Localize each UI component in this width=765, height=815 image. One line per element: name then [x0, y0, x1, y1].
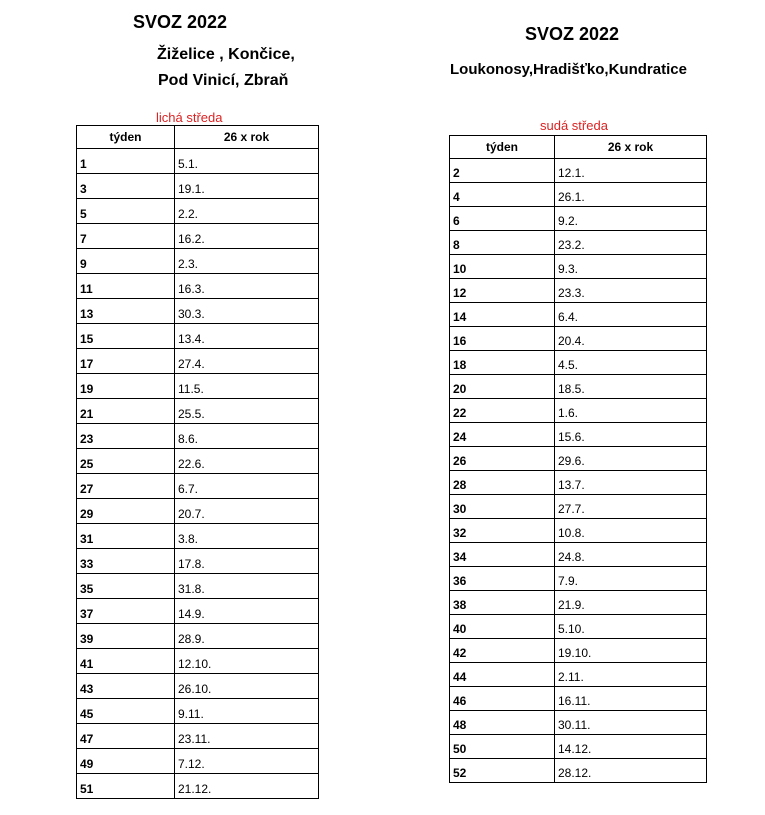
collection-date-cell: 14.9. [175, 599, 319, 624]
collection-date-cell: 21.9. [555, 591, 707, 615]
table-row [77, 649, 319, 674]
collection-date-cell: 22.6. [175, 449, 319, 474]
week-number-cell: 19 [77, 374, 175, 399]
week-number-cell: 42 [450, 639, 555, 663]
collection-date-cell: 13.7. [555, 471, 707, 495]
collection-date-cell: 6.4. [555, 303, 707, 327]
week-number-cell: 2 [450, 159, 555, 183]
week-number-cell: 31 [77, 524, 175, 549]
collection-date-cell: 28.9. [175, 624, 319, 649]
table-row [450, 159, 707, 183]
table-row [450, 303, 707, 327]
week-number-cell: 36 [450, 567, 555, 591]
week-number-cell: 40 [450, 615, 555, 639]
collection-date-cell: 30.11. [555, 711, 707, 735]
table-row [77, 524, 319, 549]
left-title: SVOZ 2022 [133, 12, 228, 32]
column-header-dates: 26 x rok [555, 136, 707, 159]
week-number-cell: 35 [77, 574, 175, 599]
collection-date-cell: 10.8. [555, 519, 707, 543]
week-number-cell: 12 [450, 279, 555, 303]
week-number-cell: 45 [77, 699, 175, 724]
table-row [450, 663, 707, 687]
table-row [77, 174, 319, 199]
collection-date-cell: 19.10. [555, 639, 707, 663]
collection-date-cell: 27.7. [555, 495, 707, 519]
collection-date-cell: 12.1. [555, 159, 707, 183]
collection-date-cell: 23.2. [555, 231, 707, 255]
collection-date-cell: 6.7. [175, 474, 319, 499]
table-row [450, 399, 707, 423]
collection-date-cell: 2.3. [175, 249, 319, 274]
collection-date-cell: 19.1. [175, 174, 319, 199]
table-row [77, 624, 319, 649]
table-row [450, 207, 707, 231]
table-row [450, 687, 707, 711]
week-number-cell: 20 [450, 375, 555, 399]
week-number-cell: 22 [450, 399, 555, 423]
column-header-week: týden [450, 136, 555, 159]
table-row [450, 375, 707, 399]
week-number-cell: 3 [77, 174, 175, 199]
week-number-cell: 48 [450, 711, 555, 735]
collection-date-cell: 9.2. [555, 207, 707, 231]
week-number-cell: 26 [450, 447, 555, 471]
right-villages: Loukonosy,Hradišťko,Kundratice [450, 61, 687, 78]
collection-date-cell: 31.8. [175, 574, 319, 599]
table-row [77, 324, 319, 349]
table-row [77, 599, 319, 624]
week-number-cell: 32 [450, 519, 555, 543]
collection-date-cell: 9.3. [555, 255, 707, 279]
table-row [77, 774, 319, 799]
collection-date-cell: 7.9. [555, 567, 707, 591]
column-header-week: týden [77, 126, 175, 149]
week-number-cell: 5 [77, 199, 175, 224]
collection-date-cell: 25.5. [175, 399, 319, 424]
collection-date-cell: 16.2. [175, 224, 319, 249]
left-villages-line2: Pod Vinicí, Zbraň [158, 72, 289, 89]
week-number-cell: 30 [450, 495, 555, 519]
collection-date-cell: 4.5. [555, 351, 707, 375]
table-row [77, 249, 319, 274]
collection-date-cell: 5.10. [555, 615, 707, 639]
table-row [450, 327, 707, 351]
week-number-cell: 10 [450, 255, 555, 279]
week-number-cell: 34 [450, 543, 555, 567]
week-number-cell: 15 [77, 324, 175, 349]
table-row [450, 255, 707, 279]
table-row [77, 549, 319, 574]
table-row [77, 274, 319, 299]
collection-date-cell: 21.12. [175, 774, 319, 799]
table-row [77, 224, 319, 249]
week-number-cell: 47 [77, 724, 175, 749]
collection-date-cell: 27.4. [175, 349, 319, 374]
left-subtitle: lichá středa [156, 110, 223, 125]
collection-date-cell: 16.3. [175, 274, 319, 299]
table-row [450, 591, 707, 615]
week-number-cell: 18 [450, 351, 555, 375]
table-row [77, 299, 319, 324]
column-header-dates: 26 x rok [175, 126, 319, 149]
week-number-cell: 37 [77, 599, 175, 624]
table-row [450, 567, 707, 591]
table-row [77, 674, 319, 699]
collection-date-cell: 2.2. [175, 199, 319, 224]
week-number-cell: 46 [450, 687, 555, 711]
collection-date-cell: 30.3. [175, 299, 319, 324]
collection-date-cell: 26.10. [175, 674, 319, 699]
week-number-cell: 8 [450, 231, 555, 255]
collection-date-cell: 23.3. [555, 279, 707, 303]
collection-date-cell: 18.5. [555, 375, 707, 399]
right-subtitle: sudá středa [540, 118, 608, 133]
collection-date-cell: 8.6. [175, 424, 319, 449]
week-number-cell: 11 [77, 274, 175, 299]
table-row [77, 749, 319, 774]
table-row [450, 615, 707, 639]
table-row [450, 735, 707, 759]
table-row [450, 471, 707, 495]
left-villages-line1: Žiželice , Končice, [157, 46, 295, 63]
left-schedule-table [76, 125, 319, 799]
collection-date-cell: 28.12. [555, 759, 707, 783]
table-header-row [450, 136, 707, 159]
table-row [450, 231, 707, 255]
collection-date-cell: 26.1. [555, 183, 707, 207]
week-number-cell: 14 [450, 303, 555, 327]
collection-date-cell: 16.11. [555, 687, 707, 711]
week-number-cell: 39 [77, 624, 175, 649]
table-row [450, 639, 707, 663]
week-number-cell: 13 [77, 299, 175, 324]
collection-date-cell: 1.6. [555, 399, 707, 423]
table-row [450, 351, 707, 375]
week-number-cell: 7 [77, 224, 175, 249]
week-number-cell: 1 [77, 149, 175, 174]
table-row [450, 543, 707, 567]
week-number-cell: 28 [450, 471, 555, 495]
collection-date-cell: 29.6. [555, 447, 707, 471]
collection-date-cell: 24.8. [555, 543, 707, 567]
collection-date-cell: 11.5. [175, 374, 319, 399]
table-row [77, 149, 319, 174]
week-number-cell: 29 [77, 499, 175, 524]
table-row [450, 279, 707, 303]
table-row [450, 495, 707, 519]
week-number-cell: 25 [77, 449, 175, 474]
week-number-cell: 4 [450, 183, 555, 207]
collection-date-cell: 14.12. [555, 735, 707, 759]
table-header-row [77, 126, 319, 149]
table-row [450, 759, 707, 783]
table-row [77, 349, 319, 374]
table-row [77, 724, 319, 749]
week-number-cell: 17 [77, 349, 175, 374]
week-number-cell: 16 [450, 327, 555, 351]
collection-date-cell: 17.8. [175, 549, 319, 574]
collection-date-cell: 3.8. [175, 524, 319, 549]
collection-date-cell: 5.1. [175, 149, 319, 174]
collection-date-cell: 15.6. [555, 423, 707, 447]
table-row [77, 474, 319, 499]
table-row [77, 499, 319, 524]
table-row [450, 183, 707, 207]
collection-date-cell: 12.10. [175, 649, 319, 674]
week-number-cell: 50 [450, 735, 555, 759]
week-number-cell: 51 [77, 774, 175, 799]
table-row [77, 374, 319, 399]
week-number-cell: 33 [77, 549, 175, 574]
week-number-cell: 38 [450, 591, 555, 615]
week-number-cell: 23 [77, 424, 175, 449]
collection-date-cell: 23.11. [175, 724, 319, 749]
table-row [450, 447, 707, 471]
table-row [77, 199, 319, 224]
table-row [450, 711, 707, 735]
table-row [77, 424, 319, 449]
right-schedule-table [449, 135, 707, 783]
table-row [77, 449, 319, 474]
table-row [450, 423, 707, 447]
collection-date-cell: 9.11. [175, 699, 319, 724]
week-number-cell: 24 [450, 423, 555, 447]
table-row [77, 574, 319, 599]
table-row [77, 399, 319, 424]
table-row [450, 519, 707, 543]
week-number-cell: 52 [450, 759, 555, 783]
right-title: SVOZ 2022 [525, 24, 620, 44]
collection-date-cell: 20.7. [175, 499, 319, 524]
week-number-cell: 6 [450, 207, 555, 231]
table-row [77, 699, 319, 724]
week-number-cell: 9 [77, 249, 175, 274]
collection-date-cell: 2.11. [555, 663, 707, 687]
week-number-cell: 27 [77, 474, 175, 499]
week-number-cell: 44 [450, 663, 555, 687]
collection-date-cell: 13.4. [175, 324, 319, 349]
collection-date-cell: 7.12. [175, 749, 319, 774]
week-number-cell: 49 [77, 749, 175, 774]
week-number-cell: 21 [77, 399, 175, 424]
collection-date-cell: 20.4. [555, 327, 707, 351]
week-number-cell: 41 [77, 649, 175, 674]
week-number-cell: 43 [77, 674, 175, 699]
